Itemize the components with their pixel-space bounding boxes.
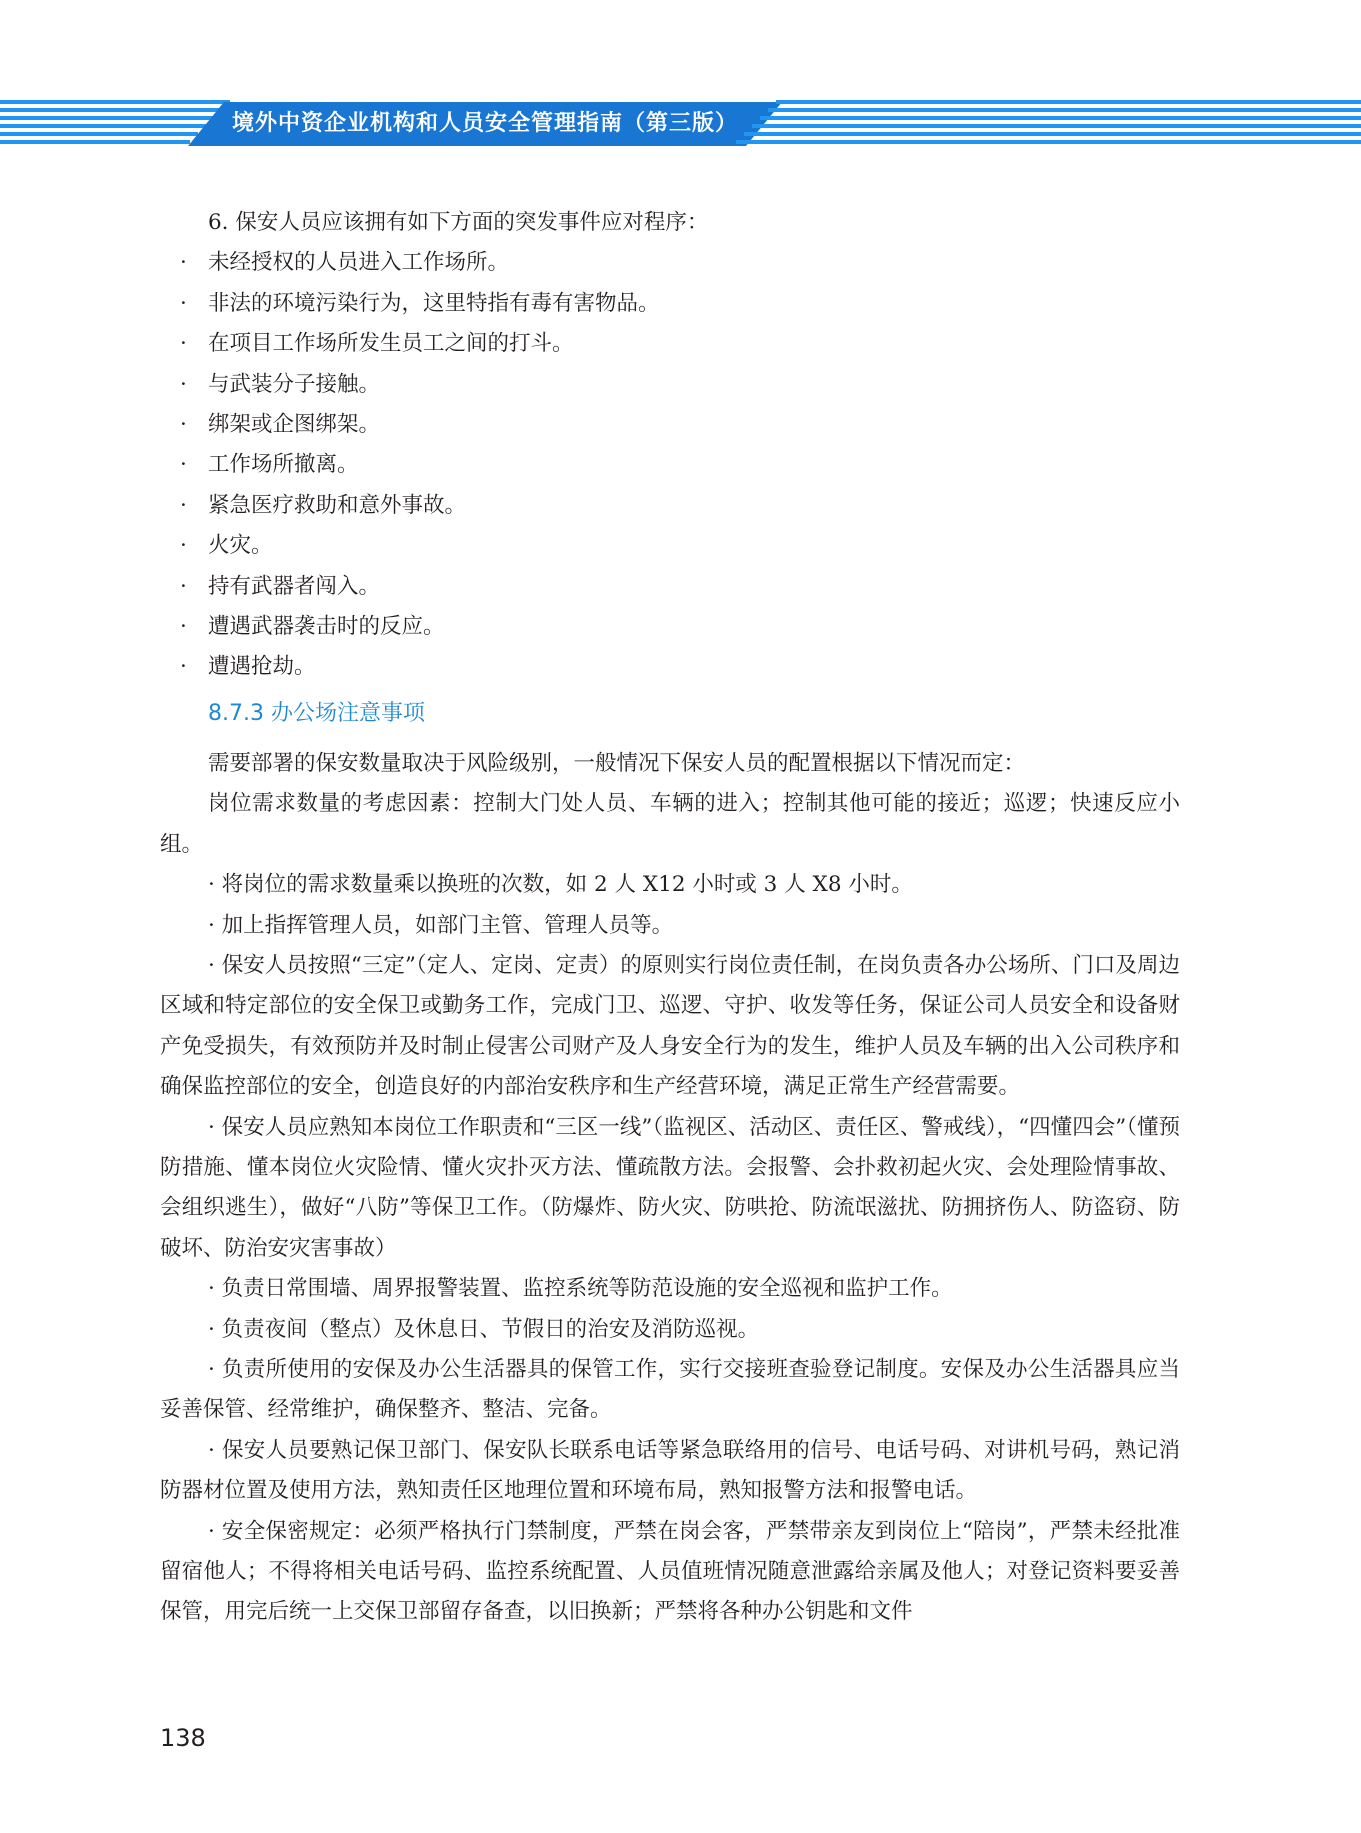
bullet: · <box>180 452 187 478</box>
bullet: · <box>180 412 187 438</box>
paragraph: · 负责日常围墙、周界报警装置、监控系统等防范设施的安全巡视和监护工作。 <box>208 1276 953 1302</box>
paragraph: · 保安人员应熟知本岗位工作职责和“三区一线”（监视区、活动区、责任区、警戒线），“四懂四会”（懂预防措施、懂本岗位火灾险情、懂火灾扑灭方法、懂疏散方法。会报警、会扑救初起火灾、会处理险情事故、会组织逃生），做好“八防”等保卫工作。（防爆炸、防火灾、防哄抢、防流氓滋扰、防拥挤伤人、防盗窃、防破坏、防治安灾害事故） <box>160 1114 1180 1261</box>
bullet: · <box>180 614 187 640</box>
emergency-procedure-list <box>160 243 1180 687</box>
list-item: · 在项目工作场所发生员工之间的打斗。 <box>160 324 1180 364</box>
paragraph: 岗位需求数量的考虑因素：控制大门处人员、车辆的进入；控制其他可能的接近；巡逻；快速反应小组。 <box>160 791 1180 857</box>
list-item: · 持有武器者闯入。 <box>160 567 1180 607</box>
bullet: · <box>180 290 187 316</box>
bullet: · <box>180 250 187 276</box>
paragraph: · 负责夜间（整点）及休息日、节假日的治安及消防巡视。 <box>208 1316 760 1342</box>
list-item: · 未经授权的人员进入工作场所。 <box>160 243 1180 283</box>
paragraph: · 安全保密规定：必须严格执行门禁制度，严禁在岗会客，严禁带亲友到岗位上“陪岗”，严禁未经批准留宿他人；不得将相关电话号码、监控系统配置、人员值班情况随意泄露给亲属及他人；对登记资料要妥善保管，用完后统一上交保卫部留存备查，以旧换新；严禁将各种办公钥匙和文件 <box>160 1518 1180 1625</box>
list-item: · 遭遇武器袭击时的反应。 <box>160 607 1180 647</box>
bullet: · <box>180 492 187 518</box>
paragraph: · 保安人员按照“三定”（定人、定岗、定责）的原则实行岗位责任制，在岗负责各办公场所、门口及周边区域和特定部位的安全保卫或勤务工作，完成门卫、巡逻、守护、收发等任务，保证公司人员安全和设备财产免受损失，有效预防并及时制止侵害公司财产及人身安全行为的发生，维护人员及车辆的出入公司秩序和确保监控部位的安全，创造良好的内部治安秩序和生产经营环境，满足正常生产经营需要。 <box>160 952 1180 1100</box>
page-number: 138 <box>160 1724 206 1752</box>
list-item: · 火灾。 <box>160 526 1180 566</box>
paragraph: · 将岗位的需求数量乘以换班的次数，如 2 人 X12 小时或 3 人 X8 小时。 <box>208 872 913 898</box>
bullet: · <box>180 331 187 357</box>
page-body <box>160 203 1180 1633</box>
bullet: · <box>180 654 187 680</box>
bullet: · <box>180 371 187 397</box>
list-item: · 遭遇抢劫。 <box>160 647 1180 687</box>
paragraph: 需要部署的保安数量取决于风险级别，一般情况下保安人员的配置根据以下情况而定： <box>208 750 1026 776</box>
section-heading: 8.7.3 办公场注意事项 <box>208 700 425 726</box>
paragraph: · 保安人员要熟记保卫部门、保安队长联系电话等紧急联络用的信号、电话号码、对讲机号码，熟记消防器材位置及使用方法，熟知责任区地理位置和环境布局，熟知报警方法和报警电话。 <box>160 1437 1180 1504</box>
paragraph: · 加上指挥管理人员，如部门主管、管理人员等。 <box>208 912 674 938</box>
bullet: · <box>180 573 187 599</box>
list-item: · 非法的环境污染行为，这里特指有毒有害物品。 <box>160 284 1180 324</box>
header-title: 境外中资企业机构和人员安全管理指南（第三版） <box>232 111 739 136</box>
paragraph: · 负责所使用的安保及办公生活器具的保管工作，实行交接班查验登记制度。安保及办公生活器具应当妥善保管、经常维护，确保整齐、整洁、完备。 <box>160 1356 1180 1423</box>
list-item: · 紧急医疗救助和意外事故。 <box>160 486 1180 526</box>
bullet: · <box>180 533 187 559</box>
list-item: · 工作场所撤离。 <box>160 445 1180 485</box>
running-header <box>0 96 1361 152</box>
intro-line: 6. 保安人员应该拥有如下方面的突发事件应对程序： <box>208 210 709 235</box>
list-item: · 与武装分子接触。 <box>160 365 1180 405</box>
list-item: · 绑架或企图绑架。 <box>160 405 1180 445</box>
